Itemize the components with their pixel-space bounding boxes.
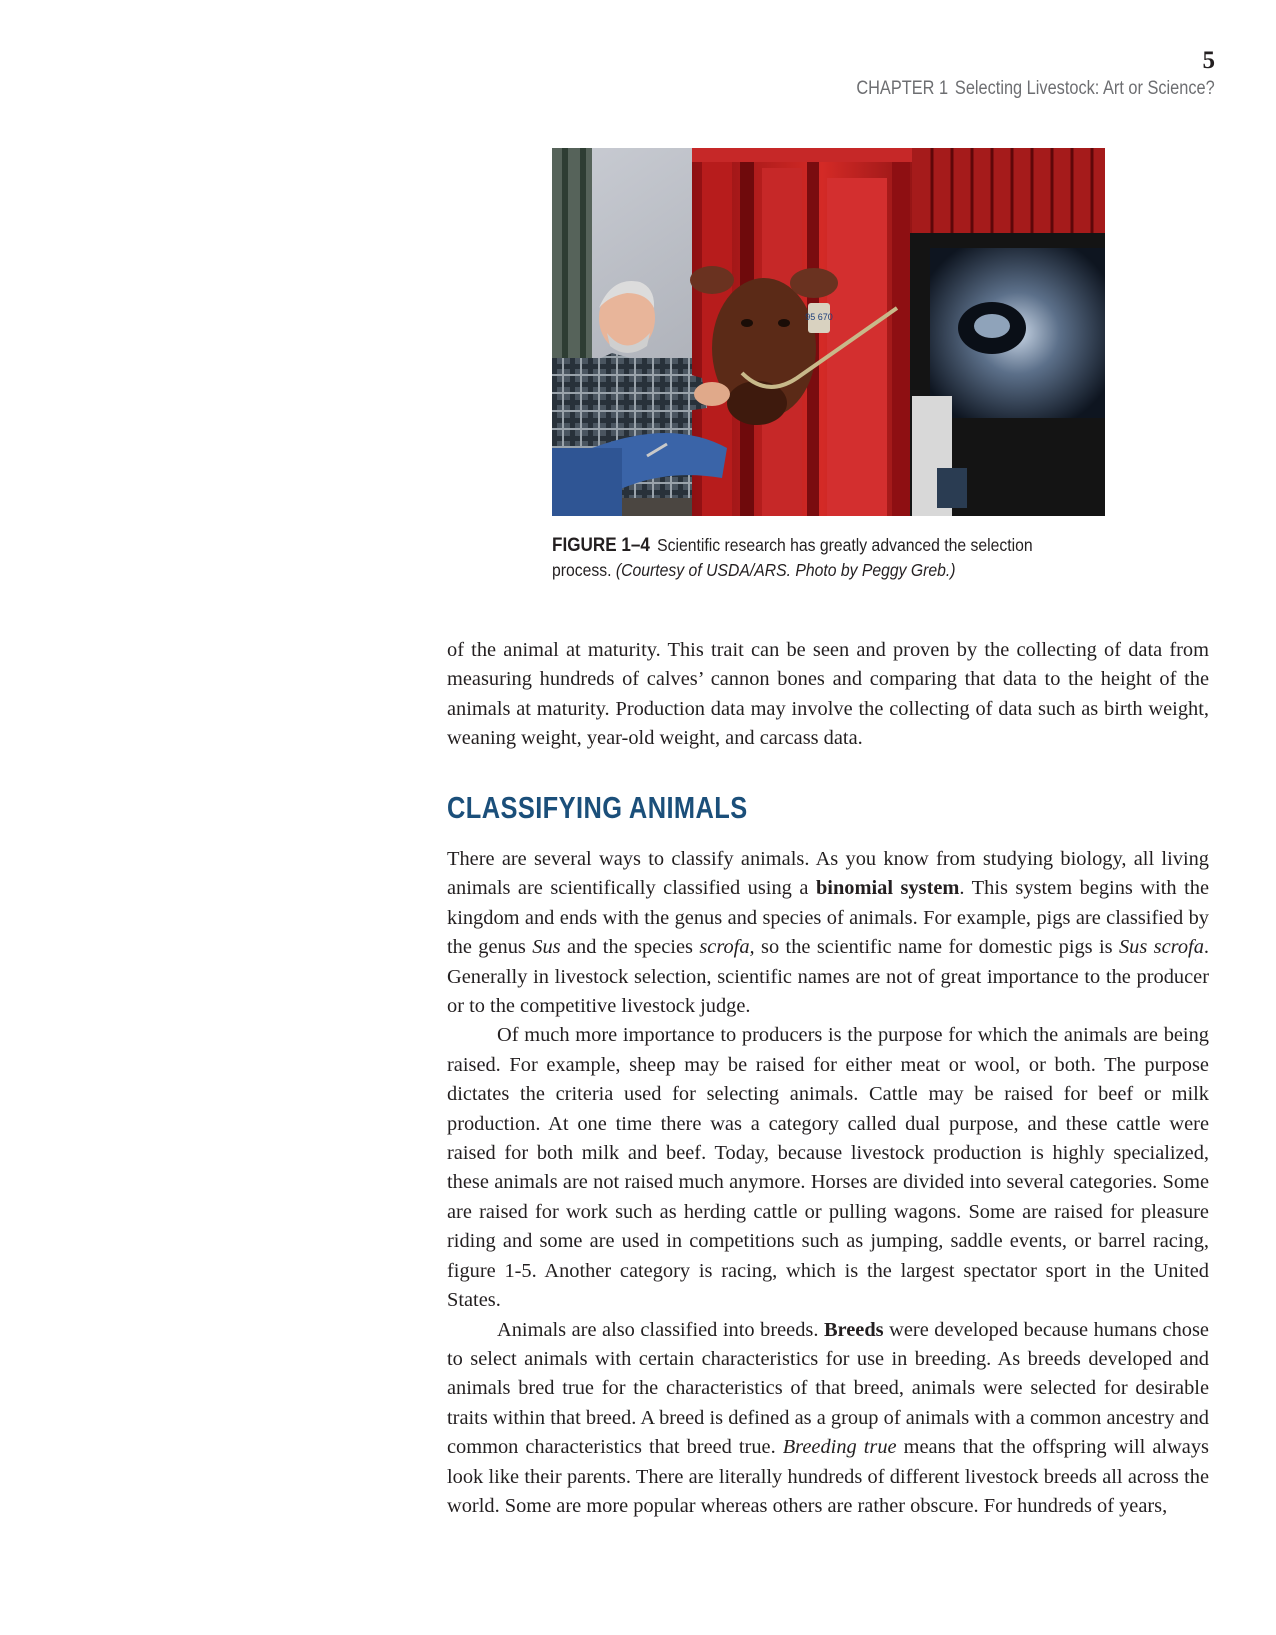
- text-run: were developed because humans chose to select animals with certain characteristics for use in breeding. As breeds developed and animals bred true for the characteristics of that breed, animals were selected for desirable traits within that breed. A breed is defined as a group of animals with a common ancestry and common characteristics that breed true.: [447, 1318, 1209, 1459]
- text-run: and the species: [560, 936, 700, 959]
- text-run: . This system begins with the kingdom and ends with the genus and species of animals. For example, pigs are classified by the genus: [447, 877, 1210, 959]
- term-binomial-system: binomial system: [815, 877, 960, 900]
- figure-credit: (Courtesy of USDA/ARS. Photo by Peggy Greb.): [615, 560, 956, 580]
- term-scrofa: scrofa,: [699, 936, 755, 959]
- text-run: so the scientific name for domestic pigs is: [754, 936, 1119, 959]
- paragraph-classify: [447, 845, 1209, 1021]
- text-run: Animals are also classified into breeds.: [497, 1318, 824, 1341]
- chapter-title: Selecting Livestock: Art or Science?: [955, 78, 1215, 99]
- figure-caption: [552, 533, 1056, 582]
- figure-label: FIGURE 1–4: [552, 535, 650, 556]
- body-paragraph-continued: [447, 636, 1209, 754]
- text-run: There are several ways to classify animals. As you know from studying biology, all living animals are scientifically classified using a: [447, 848, 1209, 900]
- text-run: . Generally in livestock selection, scientific names are not of great importance to the producer or to the competitive livestock judge.: [447, 936, 1210, 1018]
- section-body: [447, 845, 1209, 1521]
- section-heading: CLASSIFYING ANIMALS: [447, 790, 748, 825]
- paragraph-text: of the animal at maturity. This trait can be seen and proven by the collecting of data from measuring hundreds of calves’ cannon bones and comparing that data to the height of the animals at maturity. Production data may involve the collecting of data such as birth weight, weaning weight, year-old weight, and carcass data.: [447, 639, 1209, 750]
- ear-tag-text: 95 670: [805, 312, 833, 322]
- figure-photo: [552, 148, 1105, 516]
- text-run: means that the offspring will always look like their parents. There are literally hundreds of different livestock breeds all across the world. Some are more popular whereas others are rather obscure. For hundreds of years,: [447, 1436, 1209, 1517]
- paragraph-purpose: Of much more importance to producers is the purpose for which the animals are being raised. For example, sheep may be raised for either meat or wool, or both. The purpose dictates the criteria used for selecting animals. Cattle may be raised for beef or milk production. At one time there was a category called dual purpose, and these cattle were raised for both milk and beef. Today, because livestock production is highly specialized, these animals are not raised much anymore. Horses are divided into several categories. Some are raised for work such as herding cattle or pulling wagons. Some are raised for pleasure riding and some are used in competitions such as jumping, saddle events, or barrel racing, figure 1-5. Another category is racing, which is the largest spectator sport in the United States.: [447, 1024, 1209, 1312]
- term-sus-scrofa: Sus scrofa: [1118, 936, 1204, 959]
- figure-caption-text: Scientific research has greatly advanced the selection process.: [552, 535, 1033, 580]
- paragraph-breeds: [447, 1316, 1209, 1522]
- running-head: [857, 78, 1215, 100]
- term-sus: Sus: [532, 936, 561, 959]
- term-breeds: Breeds: [823, 1318, 884, 1341]
- chapter-label: CHAPTER 1: [856, 78, 949, 99]
- page-number: 5: [1202, 47, 1215, 74]
- term-breeding-true: Breeding true: [782, 1436, 897, 1459]
